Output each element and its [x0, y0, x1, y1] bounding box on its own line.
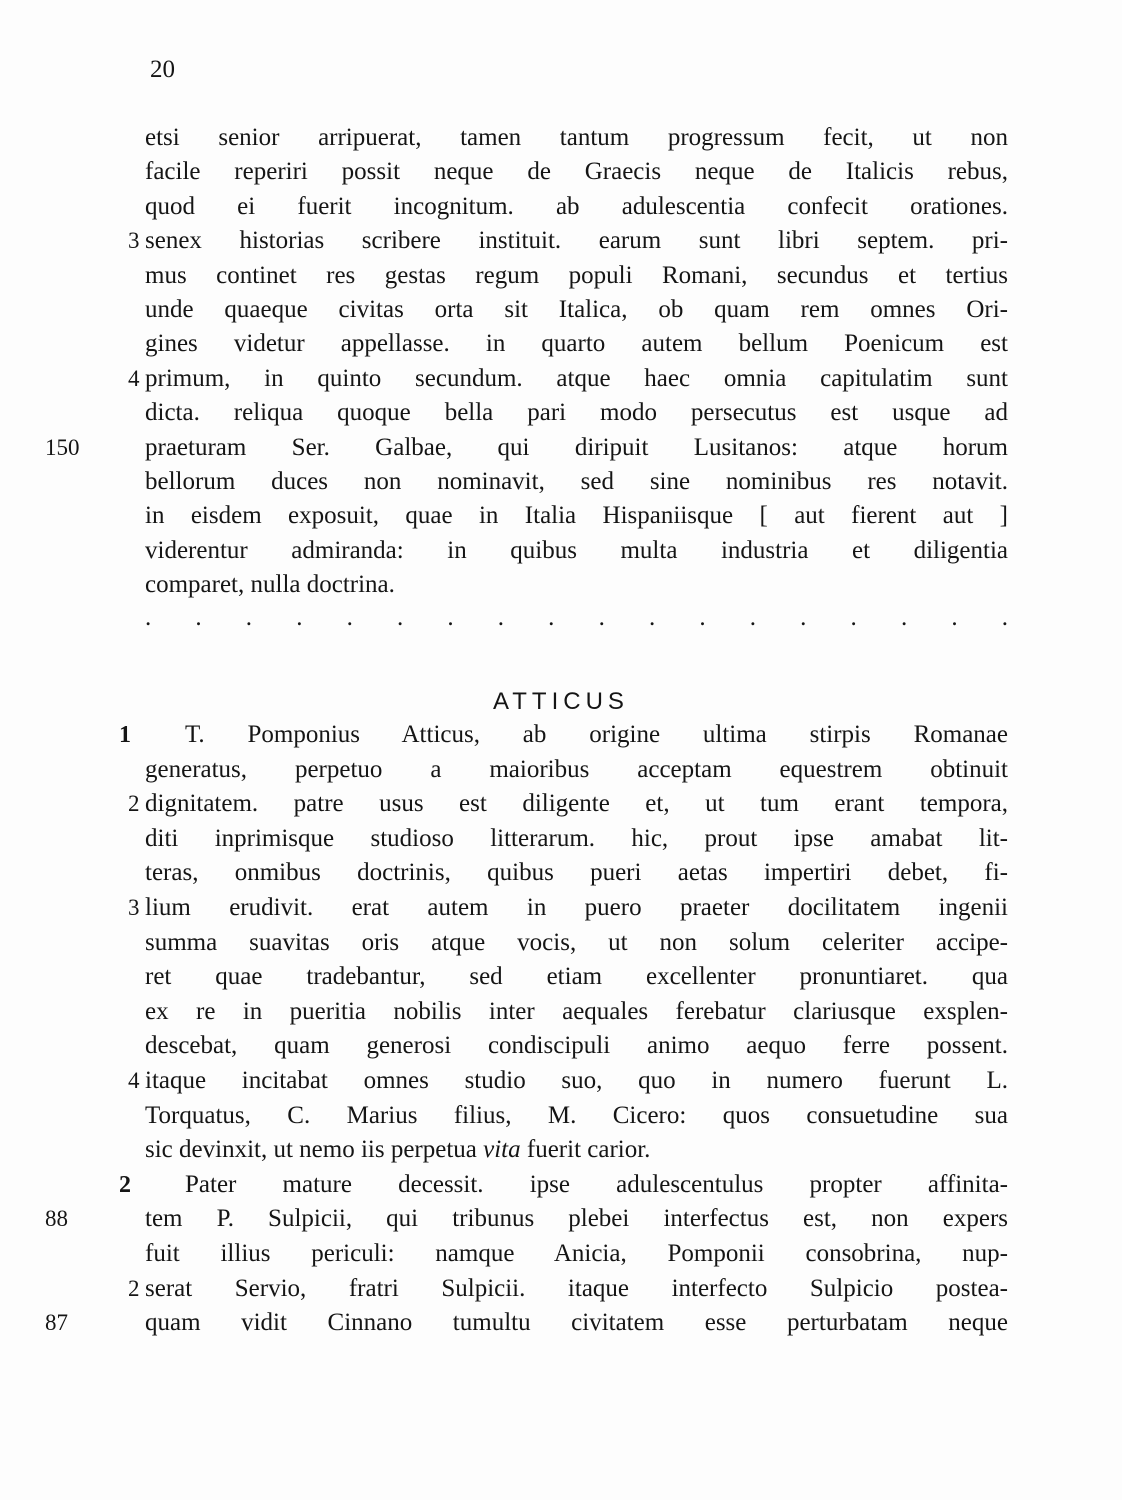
- text-line: dicta. reliqua quoque bella pari modo persecutus est usque ad: [145, 399, 1008, 427]
- text-line: [145, 1135, 1008, 1165]
- text-line: facile reperiri possit neque de Graecis neque de Italicis rebus,: [145, 158, 1008, 186]
- text-segment: sic devinxit, ut nemo iis perpetua: [145, 1136, 484, 1164]
- text-line: in eisdem exposuit, quae in Italia Hispaniisque [ aut fierent aut ]: [145, 502, 1008, 530]
- section-number: 3: [128, 228, 140, 254]
- chapter-number: 1: [119, 722, 131, 748]
- text-line: lium erudivit. erat autem in puero praeter docilitatem ingenii: [145, 894, 1008, 921]
- text-line: comparet, nulla doctrina.: [145, 571, 395, 599]
- text-line: Pater mature decessit. ipse adulescentulus propter affinita-: [185, 1170, 1008, 1198]
- text-line: ret quae tradebantur, sed etiam excellenter pronuntiaret. qua: [145, 963, 1008, 991]
- text-line: viderentur admiranda: in quibus multa industria et diligentia: [145, 536, 1008, 564]
- italic-word: vita: [483, 1136, 521, 1164]
- section-number: 2: [128, 1275, 140, 1301]
- text-line: descebat, quam generosi condiscipuli animo aequo ferre possent.: [145, 1032, 1008, 1060]
- page-number: 20: [150, 56, 175, 83]
- section-number: 4: [128, 365, 140, 391]
- section-heading: ATTICUS: [493, 688, 629, 715]
- chapter-number: 2: [119, 1171, 131, 1198]
- text-line: diti inprimisque studioso litterarum. hic, prout ipse amabat lit-: [145, 824, 1008, 852]
- text-line: etsi senior arripuerat, tamen tantum progressum fecit, ut non: [145, 124, 1008, 151]
- text-line: primum, in quinto secundum. atque haec omnia capitulatim sunt: [145, 364, 1008, 392]
- text-line: quam vidit Cinnano tumultu civitatem esse perturbatam neque: [145, 1309, 1008, 1337]
- text-line: generatus, perpetuo a maioribus acceptam equestrem obtinuit: [145, 755, 1008, 783]
- text-line: praeturam Ser. Galbae, qui diripuit Lusitanos: atque horum: [145, 433, 1008, 461]
- text-line: teras, onmibus doctrinis, quibus pueri aetas impertiri debet, fi-: [145, 859, 1008, 887]
- text-line: tem P. Sulpicii, qui tribunus plebei interfectus est, non expers: [145, 1205, 1008, 1233]
- text-line: gines videtur appellasse. in quarto autem bellum Poenicum est: [145, 330, 1008, 358]
- text-line: itaque incitabat omnes studio suo, quo in numero fuerunt L.: [145, 1067, 1008, 1094]
- text-line: dignitatem. patre usus est diligente et, ut tum erant tempora,: [145, 790, 1008, 818]
- section-number: 3: [128, 895, 140, 920]
- text-line: unde quaeque civitas orta sit Italica, ob quam rem omnes Ori-: [145, 296, 1008, 323]
- text-line: summa suavitas oris atque vocis, ut non solum celeriter accipe-: [145, 928, 1008, 956]
- text-line: ex re in pueritia nobilis inter aequales ferebatur clariusque exsplen-: [145, 997, 1008, 1025]
- reference-number: 87: [45, 1310, 68, 1336]
- reference-number: 150: [45, 434, 80, 460]
- reference-number: 88: [45, 1206, 68, 1232]
- text-line: T. Pomponius Atticus, ab origine ultima stirpis Romanae: [185, 721, 1008, 748]
- text-line: serat Servio, fratri Sulpicii. itaque interfecto Sulpicio postea-: [145, 1274, 1008, 1302]
- text-line: quod ei fuerit incognitum. ab adulescentia confecit orationes.: [145, 192, 1008, 220]
- text-line: bellorum duces non nominavit, sed sine nominibus res notavit.: [145, 468, 1008, 495]
- text-line: Torquatus, C. Marius filius, M. Cicero: quos consuetudine sua: [145, 1101, 1008, 1129]
- text-segment: fuerit carior.: [520, 1136, 651, 1164]
- text-line: mus continet res gestas regum populi Romani, secundus et tertius: [145, 261, 1008, 289]
- text-line: senex historias scribere instituit. earum sunt libri septem. pri-: [145, 227, 1008, 255]
- text-line: fuit illius periculi: namque Anicia, Pomponii consobrina, nup-: [145, 1240, 1008, 1267]
- section-number: 2: [128, 791, 140, 817]
- ellipsis-row: . . . . . . . . . . . . . . . . . .: [145, 604, 1008, 631]
- section-number: 4: [128, 1068, 140, 1093]
